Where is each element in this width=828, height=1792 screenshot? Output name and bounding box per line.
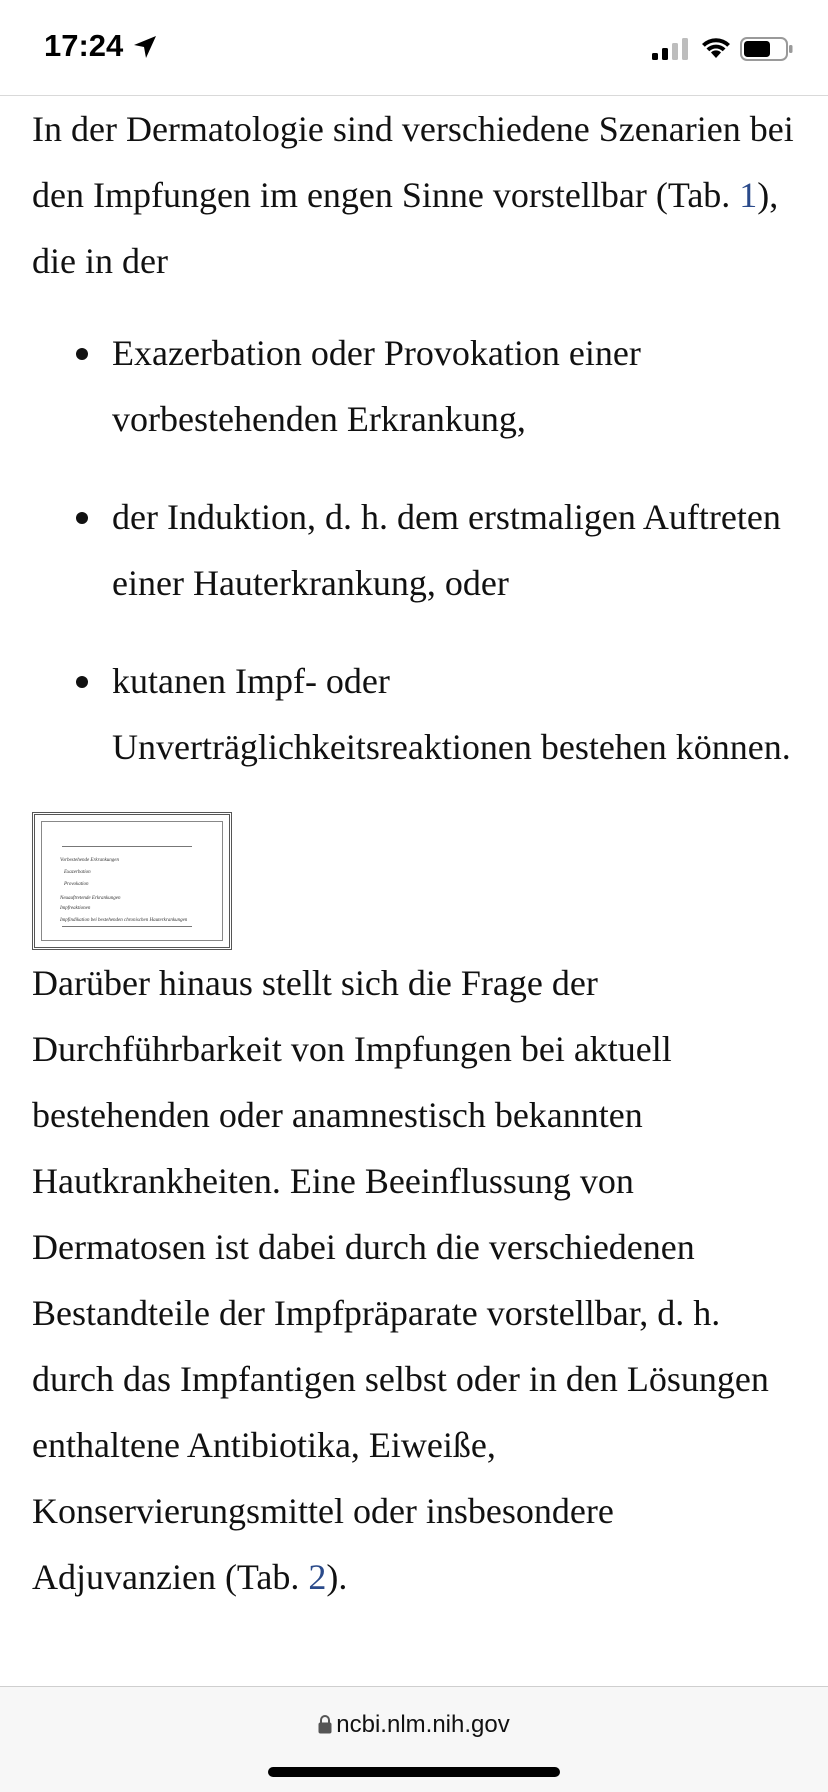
thumb-row: Exazerbation	[64, 870, 91, 875]
thumb-row: Provokation	[64, 882, 89, 887]
table-1-link[interactable]: 1	[739, 175, 758, 215]
thumbnail-frame	[41, 821, 223, 941]
list-item: der Induktion, d. h. dem erstmaligen Auftreten einer Hauterkrankung, oder	[32, 484, 796, 616]
paragraph-text: In der Dermatologie sind verschiedene Szenarien bei den Impfungen im engen Sinne vorstellbar (Tab.	[32, 109, 794, 215]
cellular-signal-icon	[652, 38, 690, 60]
wifi-icon	[700, 36, 732, 60]
paragraph-text: ).	[326, 1557, 348, 1597]
home-indicator[interactable]	[268, 1767, 560, 1777]
list-item: Exazerbation oder Provokation einer vorbestehenden Erkrankung,	[32, 320, 796, 452]
table-rule	[62, 846, 192, 847]
thumb-row: Impfindikation bei bestehenden chronischen Hauterkrankungen	[60, 918, 188, 923]
paragraph-text: ), die in der	[32, 175, 779, 281]
thumb-row: Vorbestehende Erkrankungen	[60, 858, 120, 863]
paragraph-text: Darüber hinaus stellt sich die Frage der Durchführbarkeit von Impfungen bei aktuell bestehenden oder anamnestisch bekannten Hautkrankheiten. Eine Beeinflussung von Dermatosen ist dabei durch die verschiedenen Bestandteile der Impfpräparate vorstellbar, d. h. durch das Impfantigen selbst oder in den Lösungen enthaltene Antibiotika, Eiweiße, Konservierungsmittel oder insbesondere Adjuvanzien (Tab.	[32, 963, 769, 1597]
table-rule	[62, 926, 192, 927]
browser-bottom-bar	[0, 1686, 828, 1792]
status-bar	[0, 0, 828, 96]
article-content	[32, 96, 796, 1686]
list-item: kutanen Impf- oder Unverträglichkeitsreaktionen bestehen können.	[32, 648, 796, 780]
paragraph-intro	[32, 96, 796, 294]
battery-icon	[740, 37, 794, 61]
scenario-list	[32, 320, 796, 780]
table-2-link[interactable]: 2	[308, 1557, 327, 1597]
url-text: ncbi.nlm.nih.gov	[336, 1711, 510, 1738]
location-arrow-icon	[132, 34, 158, 60]
thumb-row: Neuauftretende Erkrankungen	[60, 896, 121, 901]
status-time: 17:24	[44, 28, 124, 63]
paragraph-body	[32, 950, 796, 1610]
table-1-thumbnail[interactable]	[32, 812, 232, 950]
address-bar[interactable]	[0, 1711, 828, 1739]
thumb-row: Impfreaktionen	[60, 906, 91, 911]
lock-icon	[318, 1714, 332, 1734]
